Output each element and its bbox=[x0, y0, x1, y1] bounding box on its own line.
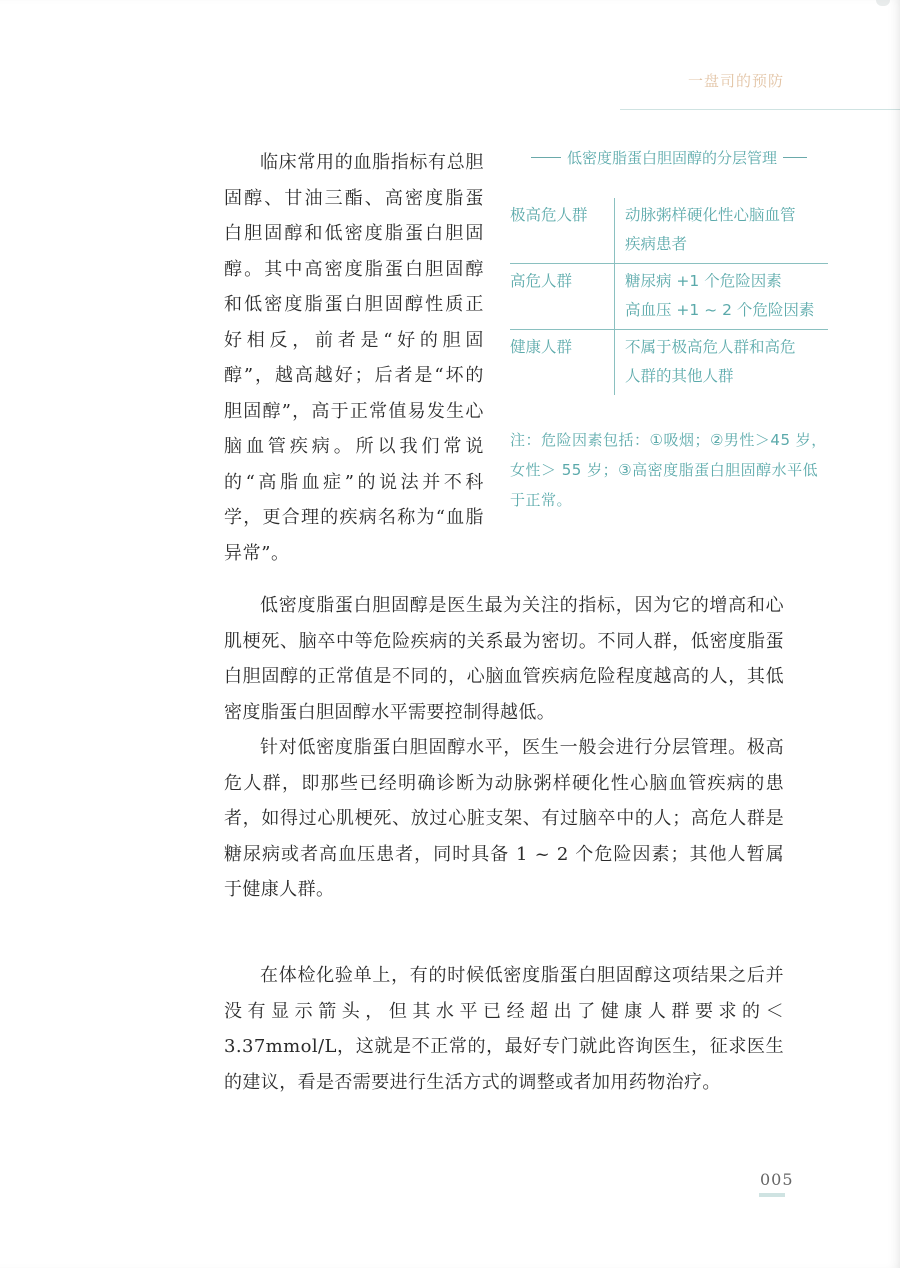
table-row bbox=[510, 330, 828, 396]
title-dash-right bbox=[783, 157, 807, 158]
management-table bbox=[510, 198, 828, 395]
table-row bbox=[510, 198, 828, 264]
ldl-management-sidebar bbox=[510, 146, 828, 515]
row-description-line: 动脉粥样硬化性心脑血管 bbox=[625, 206, 796, 224]
row-group-label: 健康人群 bbox=[510, 338, 573, 356]
body-text-main bbox=[224, 588, 784, 908]
row-description-line: 不属于极高危人群和高危 bbox=[625, 338, 796, 356]
running-head: 一盘司的预防 bbox=[687, 72, 784, 90]
row-description-line: 高血压 +1 ~ 2 个危险因素 bbox=[625, 301, 815, 319]
row-group-label: 高危人群 bbox=[510, 264, 615, 330]
row-description-line: 疾病患者 bbox=[625, 235, 688, 253]
row-group-label: 极高危人群 bbox=[510, 198, 615, 264]
row-description bbox=[615, 330, 829, 396]
sidebar-title-text: 低密度脂蛋白胆固醇的分层管理 bbox=[566, 148, 777, 167]
body-paragraph: 低密度脂蛋白胆固醇是医生最为关注的指标，因为它的增高和心肌梗死、脑卒中等危险疾病的关系最为密切。不同人群，低密度脂蛋白胆固醇的正常值是不同的，心脑血管疾病危险程度越高的人，其低密度脂蛋白胆固醇水平需要控制得越低。 bbox=[224, 595, 784, 723]
page-corner-mark bbox=[876, 0, 890, 6]
running-head-rule bbox=[620, 109, 900, 110]
body-text-closing bbox=[224, 958, 784, 1100]
lead-paragraph: 临床常用的血脂指标有总胆固醇、甘油三酯、高密度脂蛋白胆固醇和低密度脂蛋白胆固醇。其中高密度脂蛋白胆固醇和低密度脂蛋白胆固醇性质正好相反，前者是“好的胆固醇”，越高越好；后者是“坏的胆固醇”，高于正常值易发生心脑血管疾病。所以我们常说的“高脂血症”的说法并不科学，更合理的疾病名称为“血脂异常”。 bbox=[224, 152, 484, 564]
row-description-line: 人群的其他人群 bbox=[625, 367, 734, 385]
title-dash-left bbox=[531, 157, 561, 158]
row-description-line: 糖尿病 +1 个危险因素 bbox=[625, 272, 782, 290]
row-description bbox=[615, 198, 829, 264]
sidebar-title bbox=[510, 146, 828, 168]
table-row bbox=[510, 264, 828, 330]
page-number: 005 bbox=[760, 1170, 794, 1189]
closing-paragraph: 在体检化验单上，有的时候低密度脂蛋白胆固醇这项结果之后并没有显示箭头，但其水平已经超出了健康人群要求的＜ 3.37mmol/L，这就是不正常的，最好专门就此咨询医生，征求医生的建议，看是否需要进行生活方式的调整或者加用药物治疗。 bbox=[224, 965, 784, 1093]
row-description bbox=[615, 264, 829, 330]
body-paragraph: 针对低密度脂蛋白胆固醇水平，医生一般会进行分层管理。极高危人群，即那些已经明确诊断为动脉粥样硬化性心脑血管疾病的患者，如得过心肌梗死、放过心脏支架、有过脑卒中的人；高危人群是糖尿病或者高血压患者，同时具备 1 ~ 2 个危险因素；其他人暂属于健康人群。 bbox=[224, 737, 784, 900]
sidebar-note: 注：危险因素包括：①吸烟；②男性＞45 岁，女性＞ 55 岁；③高密度脂蛋白胆固醇水平低于正常。 bbox=[510, 431, 827, 509]
page-number-bar bbox=[759, 1193, 785, 1197]
lead-paragraph-block bbox=[224, 145, 484, 571]
